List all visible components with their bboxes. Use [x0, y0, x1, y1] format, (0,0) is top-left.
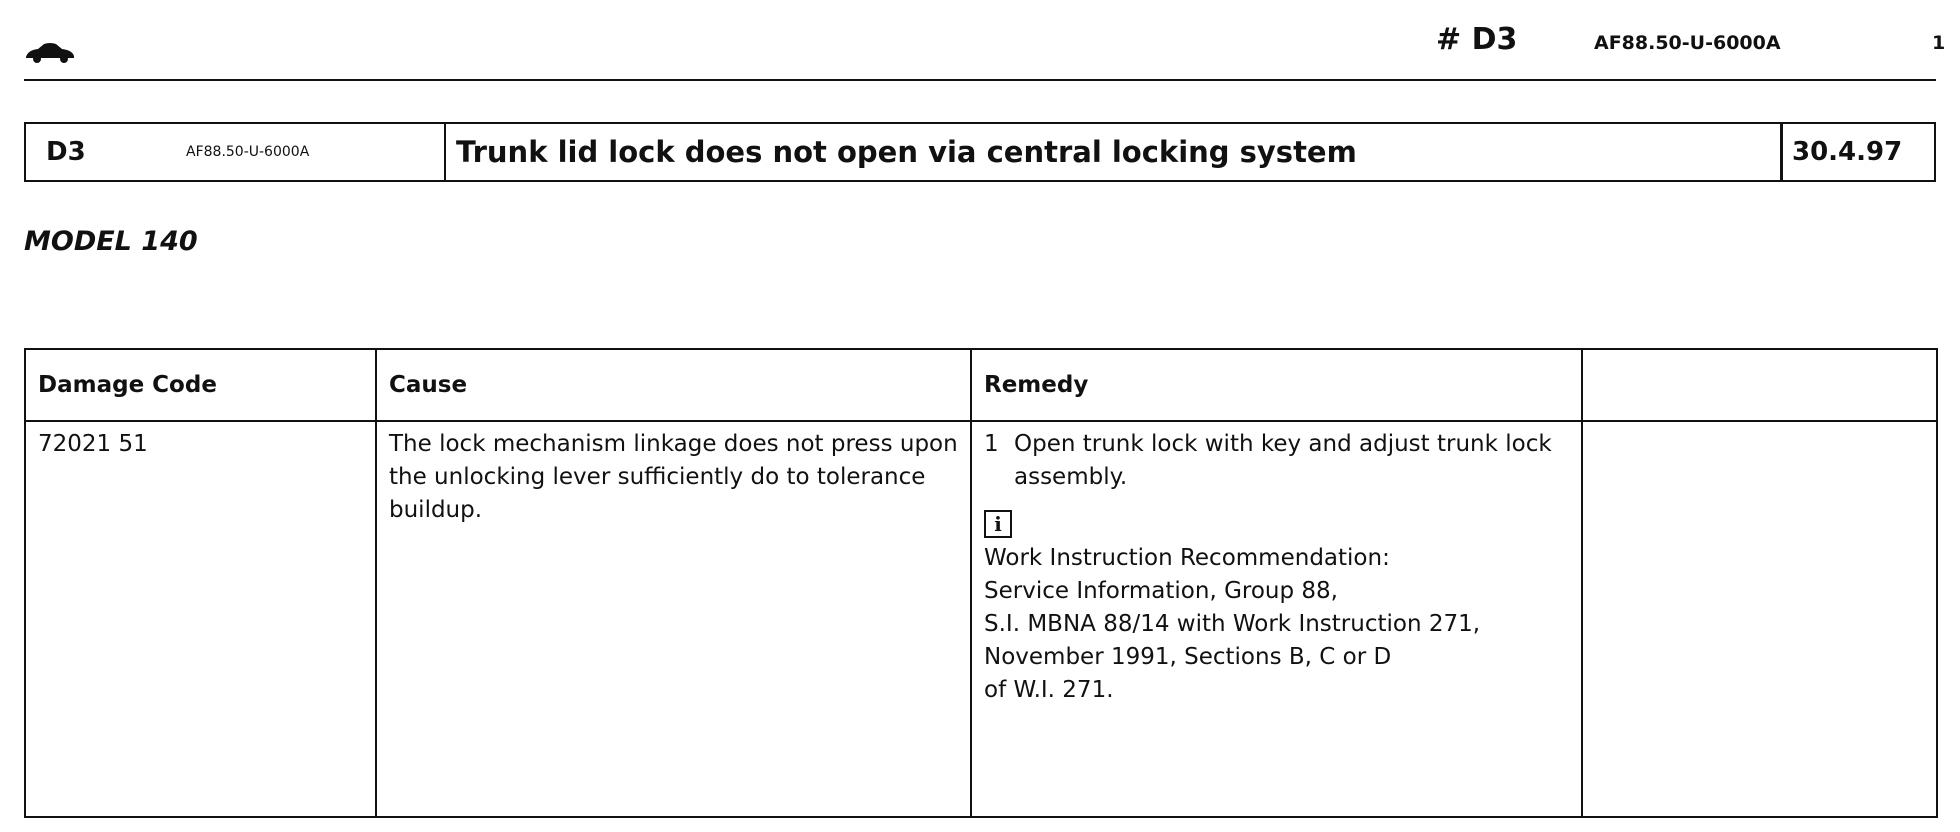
table-header-row: [25, 349, 1937, 421]
reference-line: of W.I. 271.: [984, 677, 1114, 703]
header-cause: Cause: [376, 349, 971, 421]
document-date: 30.4.97: [1792, 137, 1903, 167]
info-icon: i: [984, 510, 1012, 538]
header-remedy: Remedy: [971, 349, 1582, 421]
header-damage-code: Damage Code: [25, 349, 376, 421]
reference-line: Work Instruction Recommendation:: [984, 545, 1390, 571]
page-number: 1: [1932, 32, 1946, 54]
cause-cell: The lock mechanism linkage does not press upon the unlocking lever sufficiently do to tolerance buildup.: [376, 421, 971, 817]
page-title: Trunk lid lock does not open via central locking system: [456, 135, 1357, 169]
title-section-id: D3: [46, 137, 86, 167]
reference-line: November 1991, Sections B, C or D: [984, 644, 1392, 670]
header-notes: [1582, 349, 1937, 421]
header-doc-number: AF88.50-U-6000A: [1594, 32, 1781, 54]
table-row: [25, 421, 1937, 817]
remedy-step-number: 1: [984, 431, 999, 457]
header-divider: [24, 79, 1936, 81]
remedy-step: [984, 428, 1569, 494]
model-heading: MODEL 140: [24, 226, 198, 257]
reference-line: S.I. MBNA 88/14 with Work Instruction 271,: [984, 611, 1481, 637]
header-section-id: # D3: [1436, 22, 1518, 57]
damage-code-cell: 72021 51: [25, 421, 376, 817]
damage-table: [24, 348, 1938, 818]
remedy-step-text: Open trunk lock with key and adjust trunk lock assembly.: [1014, 431, 1552, 490]
title-doc-number: AF88.50-U-6000A: [186, 144, 310, 160]
remedy-cell: [971, 421, 1582, 817]
title-bar: [24, 122, 1936, 182]
title-divider: [1780, 124, 1783, 180]
title-divider: [444, 124, 446, 180]
car-icon: [24, 42, 76, 64]
reference-line: Service Information, Group 88,: [984, 578, 1338, 604]
notes-cell: [1582, 421, 1937, 817]
